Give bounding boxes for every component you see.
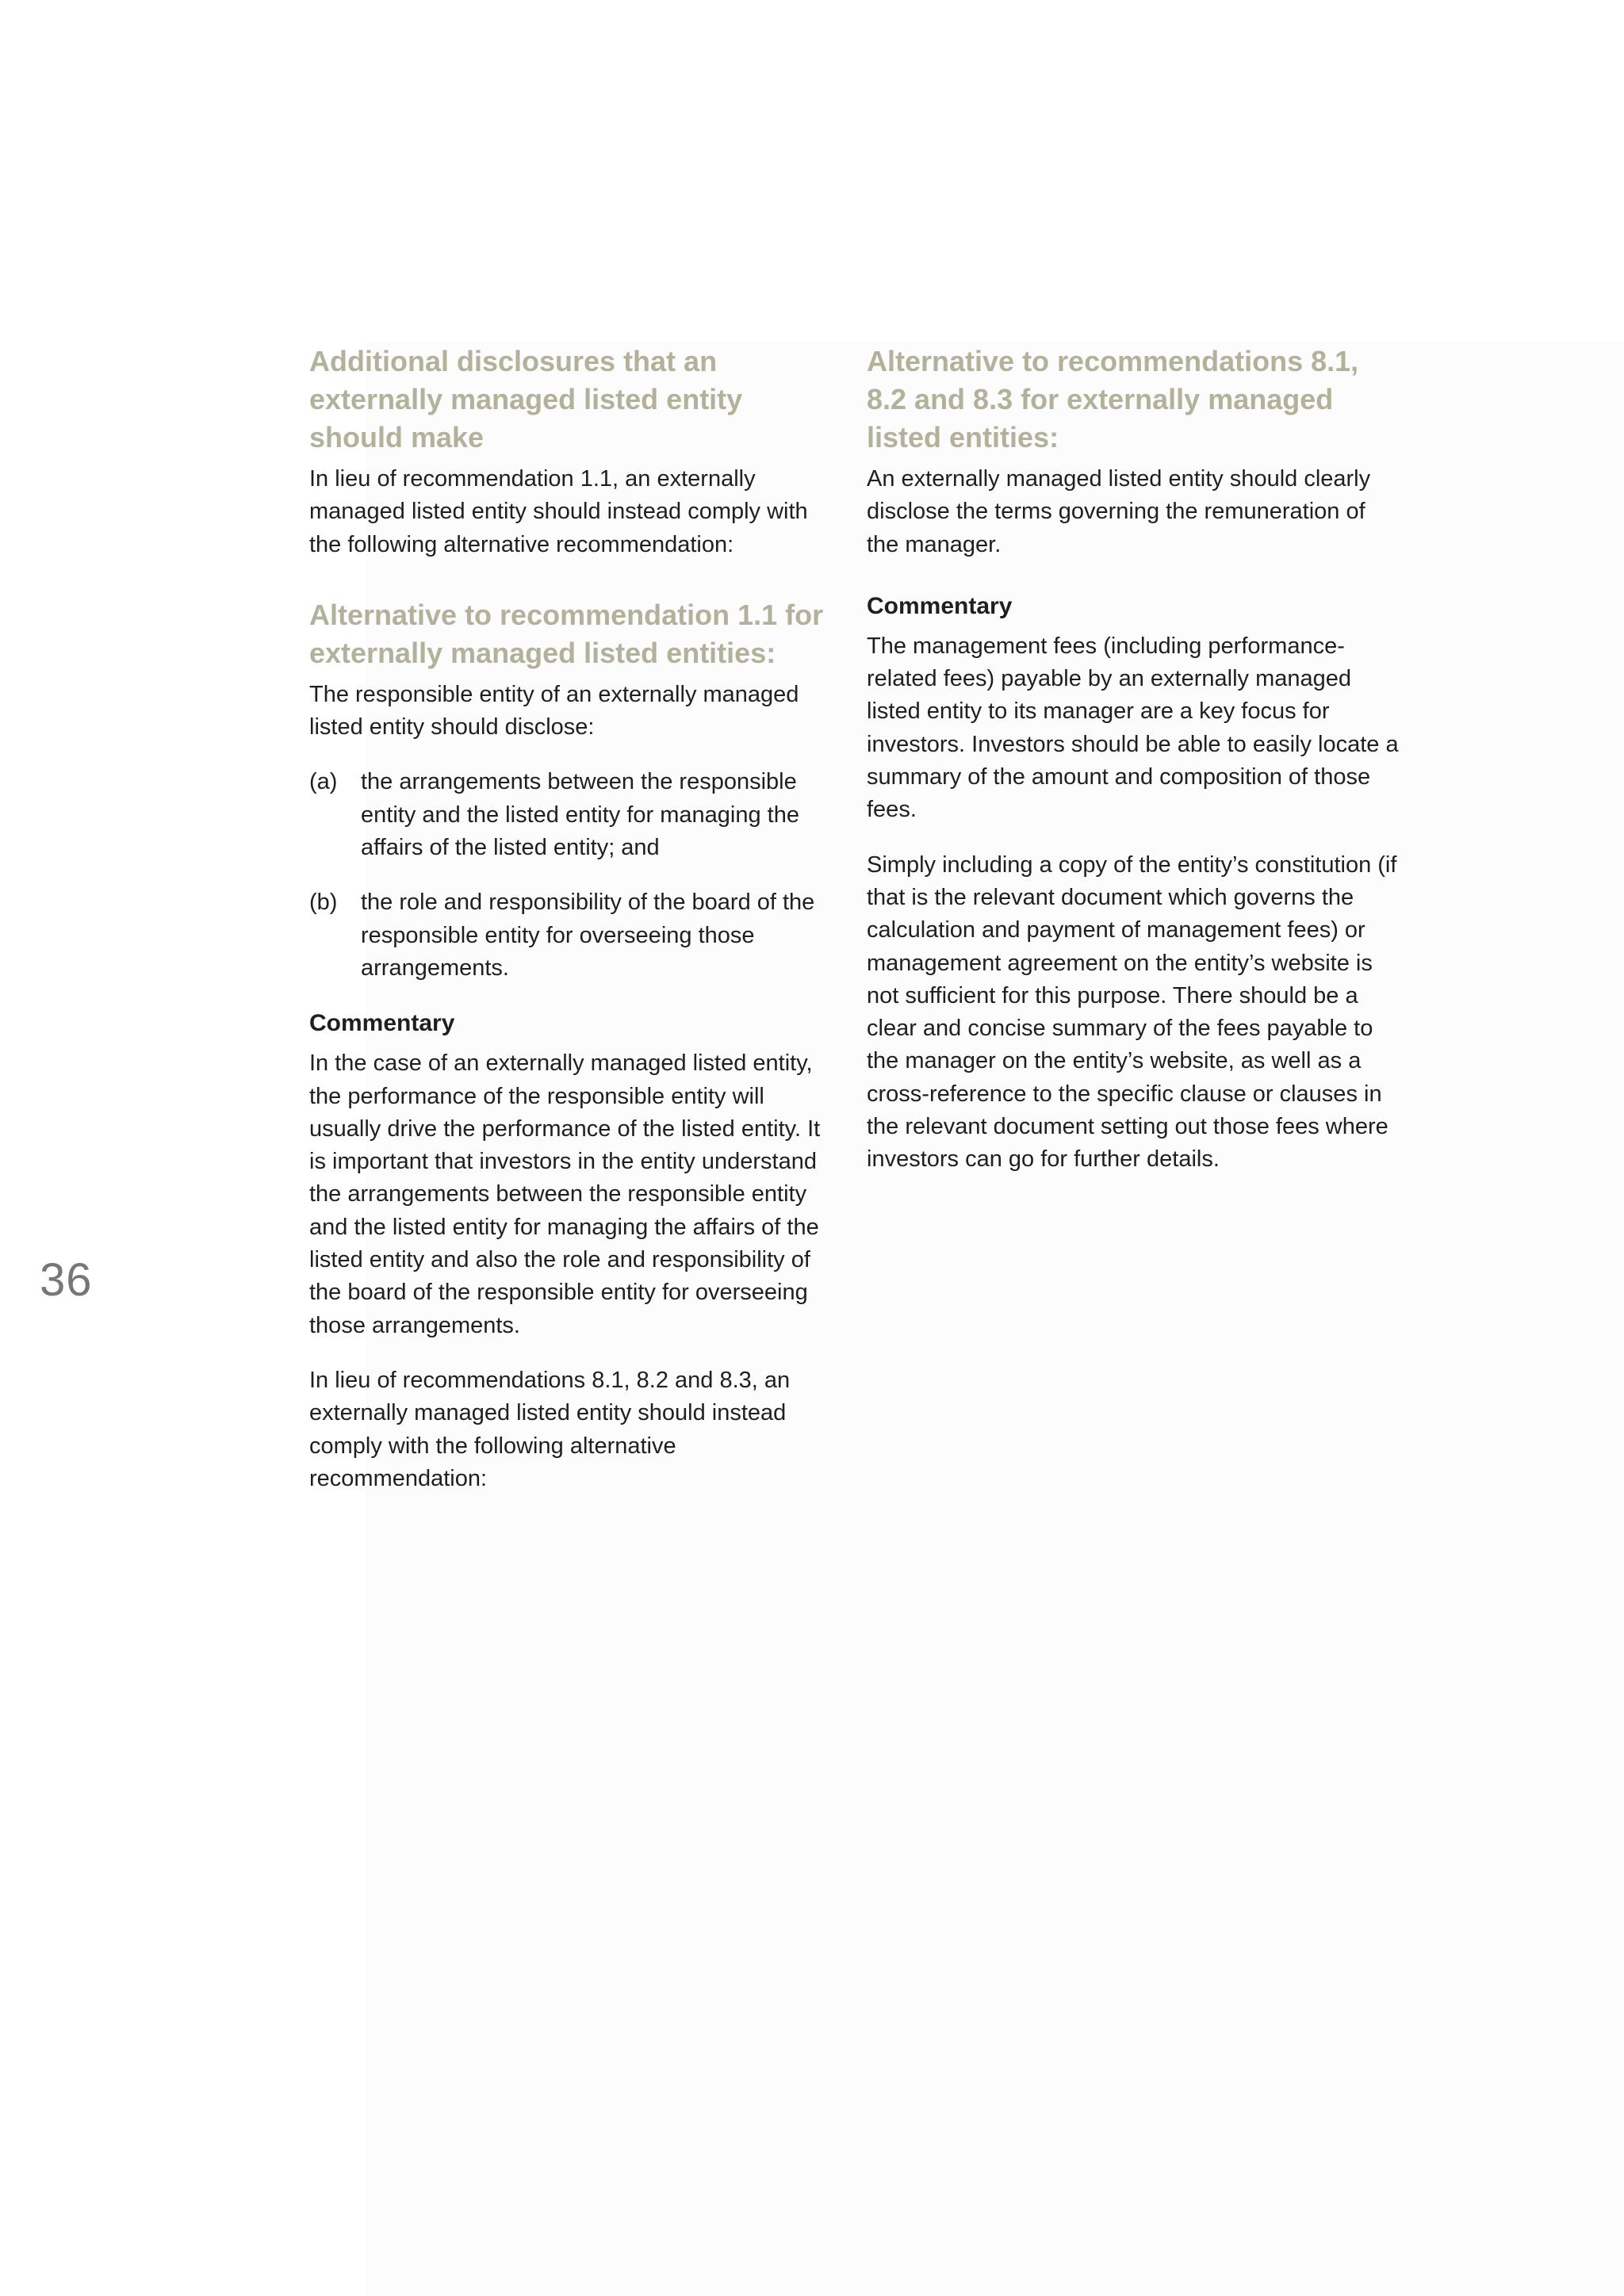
section-heading-alternative-1-1: Alternative to recommendation 1.1 for externally managed listed entities: xyxy=(309,598,824,669)
alternative-recommendation-intro: In lieu of recommendations 8.1, 8.2 and 8.3, an externally managed listed entity should instead comply with the following alternative recommendation: xyxy=(309,1367,791,1491)
commentary-heading-left: Commentary xyxy=(309,1010,455,1037)
list-text-a: the arrangements between the responsible entity and the listed entity for managing the affairs of the listed entity; and xyxy=(361,769,799,861)
right-column xyxy=(867,342,1400,1177)
left-column xyxy=(309,342,842,1495)
list-item-b xyxy=(309,886,842,985)
intro-paragraph: In lieu of recommendation 1.1, an externally managed listed entity should instead comply with the following alternative recommendation: xyxy=(309,466,808,557)
list-text-b: the role and responsibility of the board of the responsible entity for overseeing those arrangements. xyxy=(361,890,815,981)
commentary-paragraph-fees: The management fees (including performance-related fees) payable by an externally managed listed entity to its manager are a key focus for investors. Investors should be able to easily locate a summary of the amount and composition of those fees. xyxy=(867,633,1399,823)
section-heading-alternative-8: Alternative to recommendations 8.1, 8.2 and 8.3 for externally managed listed entities: xyxy=(867,345,1359,453)
list-marker-a: (a) xyxy=(309,769,338,795)
section-heading-additional-disclosures: Additional disclosures that an externally managed listed entity should make xyxy=(309,345,743,453)
list-marker-b: (b) xyxy=(309,890,338,916)
commentary-paragraph-constitution: Simply including a copy of the entity’s constitution (if that is the relevant document which governs the calculation and payment of management fees) or management agreement on the entity’s website is not sufficient for this purpose. There should be a clear and concise summary of the fees payable to the manager on the entity’s website, as well as a cross-reference to the specific clause or clauses in the relevant document setting out those fees where investors can go for further details. xyxy=(867,851,1397,1173)
remuneration-paragraph: An externally managed listed entity should clearly disclose the terms governing the remuneration of the manager. xyxy=(867,466,1371,557)
page-number: 36 xyxy=(40,1254,93,1306)
list-item-a xyxy=(309,766,842,864)
commentary-heading-right: Commentary xyxy=(867,592,1013,619)
commentary-paragraph-left: In the case of an externally managed listed entity, the performance of the responsible entity will usually drive the performance of the listed entity. It is important that investors in the entity understand the arrangements between the responsible entity and the listed entity for managing the affairs of the listed entity and also the role and responsibility of the board of the responsible entity for overseeing those arrangements. xyxy=(309,1050,821,1338)
disclosure-paragraph: The responsible entity of an externally managed listed entity should disclose: xyxy=(309,681,799,740)
